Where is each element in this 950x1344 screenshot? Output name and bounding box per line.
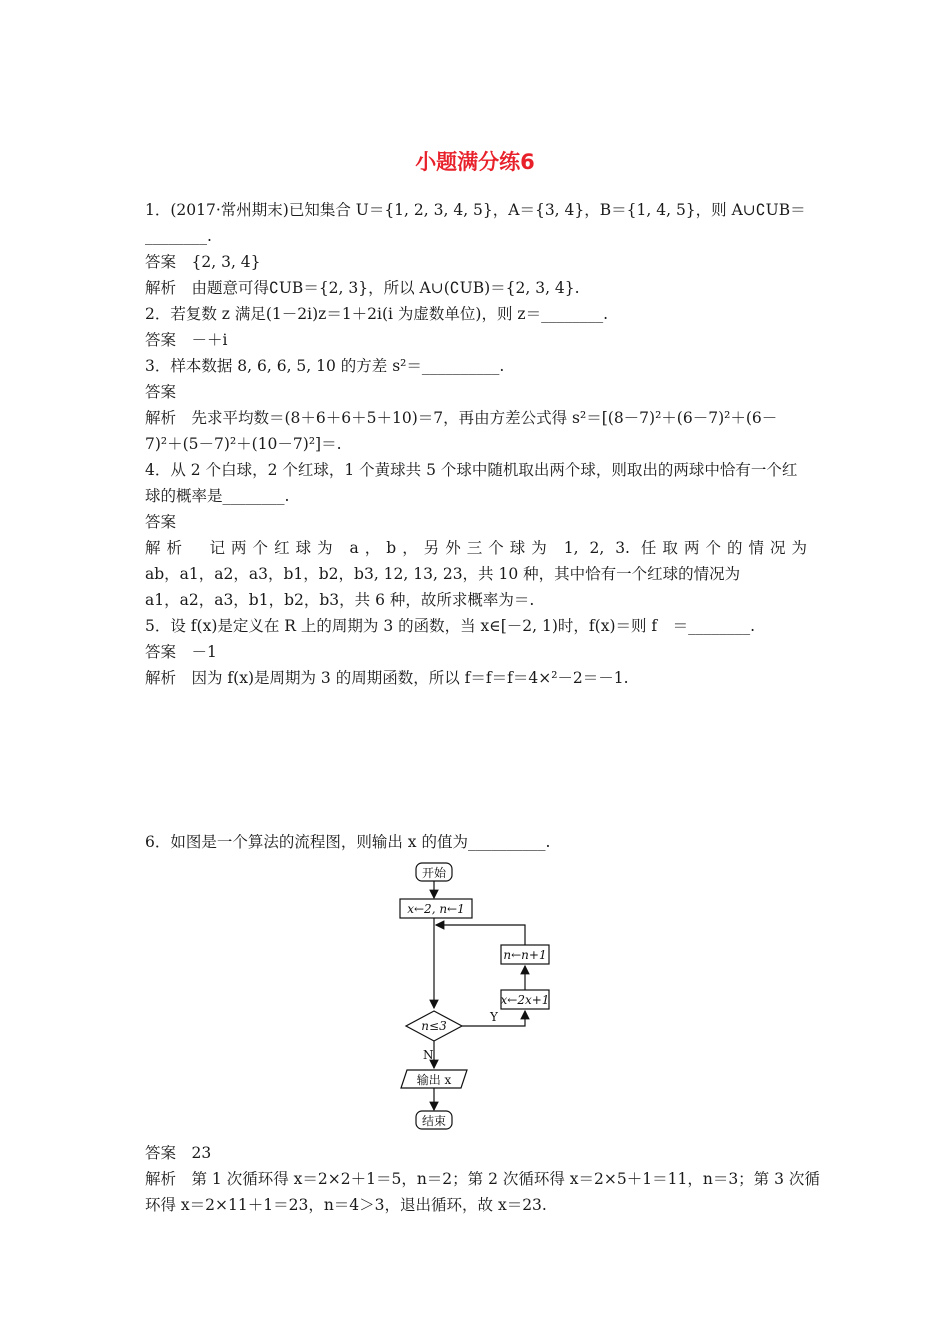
q1-blank: ________. bbox=[145, 227, 212, 245]
q4-analysis-3: a1，a2，a3，b1，b2，b3，共 6 种，故所求概率为＝. bbox=[145, 591, 535, 609]
flow-no-label: N bbox=[423, 1048, 434, 1062]
flow-condition-label: n≤3 bbox=[421, 1019, 447, 1033]
flow-output-label: 输出 x bbox=[416, 1073, 452, 1087]
flow-init-label: x←2, n←1 bbox=[407, 902, 465, 916]
q3-text: 3．样本数据 8, 6, 6, 5, 10 的方差 s²＝__________. bbox=[145, 357, 505, 375]
q1-answer: 答案 {2, 3, 4} bbox=[145, 253, 261, 271]
flow-update-n-label: n←n+1 bbox=[503, 948, 547, 962]
flowchart bbox=[395, 858, 565, 1136]
q4-analysis-1: 解析 记两个红球为 a，b，另外三个球为 1, 2, 3. 任取两个的情况为 bbox=[145, 539, 807, 557]
q6-text: 6．如图是一个算法的流程图，则输出 x 的值为__________. bbox=[145, 833, 551, 851]
q4-answer: 答案 bbox=[145, 513, 177, 531]
q4-analysis-2: ab，a1，a2，a3，b1，b2，b3, 12, 13, 23，共 10 种，其中恰有一个红球的情况为 bbox=[145, 565, 741, 583]
q6-answer: 答案 23 bbox=[145, 1144, 212, 1162]
q2-text: 2．若复数 z 满足(1－2i)z＝1＋2i(i 为虚数单位)，则 z＝________. bbox=[145, 305, 609, 323]
flow-start-label: 开始 bbox=[421, 866, 447, 880]
q5-answer: 答案 －1 bbox=[145, 643, 217, 661]
q6-analysis-2: 环得 x＝2×11＋1＝23，n＝4＞3，退出循环，故 x＝23. bbox=[145, 1196, 547, 1214]
q2-answer: 答案 －＋i bbox=[145, 331, 228, 349]
q1-analysis: 解析 由题意可得∁UB＝{2, 3}，所以 A∪(∁UB)＝{2, 3, 4}. bbox=[145, 279, 580, 297]
q4-text-1: 4．从 2 个白球，2 个红球，1 个黄球共 5 个球中随机取出两个球，则取出的两球中恰有一个红 bbox=[145, 461, 798, 479]
q5-analysis: 解析 因为 f(x)是周期为 3 的周期函数，所以 f＝f＝f＝4×²－2＝－1. bbox=[145, 669, 629, 687]
flow-yes-label: Y bbox=[490, 1010, 498, 1024]
q1-text: 1．(2017·常州期末)已知集合 U＝{1, 2, 3, 4, 5}，A＝{3, 4}，B＝{1, 4, 5}，则 A∪∁UB＝ bbox=[145, 201, 806, 219]
flow-end-label: 结束 bbox=[421, 1114, 447, 1128]
q4-text-2: 球的概率是________. bbox=[145, 487, 290, 505]
q6-analysis-1: 解析 第 1 次循环得 x＝2×2＋1＝5，n＝2；第 2 次循环得 x＝2×5＋1＝11，n＝3；第 3 次循 bbox=[145, 1170, 820, 1188]
q3-answer: 答案 bbox=[145, 383, 177, 401]
q5-text: 5．设 f(x)是定义在 R 上的周期为 3 的函数，当 x∈[－2, 1)时，f(x)＝则 f ＝________. bbox=[145, 617, 756, 635]
q3-analysis-1: 解析 先求平均数＝(8＋6＋6＋5＋10)＝7，再由方差公式得 s²＝[(8－7)²＋(6－7)²＋(6－ bbox=[145, 409, 778, 427]
flow-update-x-label: x←2x+1 bbox=[500, 993, 550, 1007]
page-title: 小题满分练6 bbox=[415, 150, 535, 174]
q3-analysis-2: 7)²＋(5－7)²＋(10－7)²]＝. bbox=[145, 435, 342, 453]
